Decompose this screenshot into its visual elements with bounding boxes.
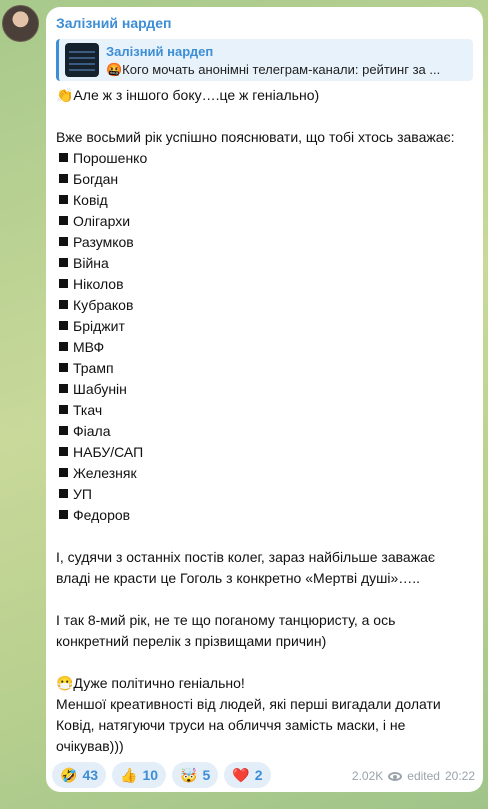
list-item (56, 463, 473, 484)
square-bullet-icon (59, 447, 68, 456)
square-bullet-icon (59, 321, 68, 330)
blame-list (56, 148, 473, 526)
square-bullet-icon (59, 195, 68, 204)
para3-line: очікував))) (56, 738, 124, 754)
edited-label: edited (407, 769, 440, 783)
list-item-label: УП (73, 486, 92, 502)
list-item (56, 358, 473, 379)
sender-name[interactable]: Залізний нардеп (56, 15, 172, 31)
list-item-label: Порошенко (73, 150, 148, 166)
list-item (56, 316, 473, 337)
reaction-heart[interactable] (224, 762, 270, 788)
list-item-label: Фіала (73, 423, 111, 439)
list-item (56, 211, 473, 232)
list-item (56, 400, 473, 421)
reaction-count: 43 (82, 767, 99, 783)
reply-title: Залізний нардеп (106, 44, 214, 59)
list-item (56, 442, 473, 463)
message-text (56, 85, 473, 757)
reactions-bar (52, 762, 271, 788)
reaction-count: 10 (142, 767, 159, 783)
square-bullet-icon (59, 153, 68, 162)
list-item-label: Бріджит (73, 318, 125, 334)
list-item (56, 337, 473, 358)
reaction-rofl[interactable] (52, 762, 106, 788)
square-bullet-icon (59, 216, 68, 225)
list-item (56, 421, 473, 442)
list-item (56, 253, 473, 274)
reaction-emoji: 🤣 (60, 766, 78, 783)
para1-line: владі не красти це Гоголь з конкретно «Мертві душі»….. (56, 570, 421, 586)
message-meta (352, 769, 475, 783)
square-bullet-icon (59, 174, 68, 183)
reaction-thumbs-up[interactable] (112, 762, 166, 788)
list-item-label: Разумков (73, 234, 134, 250)
message-time: 20:22 (444, 769, 475, 783)
list-item (56, 484, 473, 505)
square-bullet-icon (59, 279, 68, 288)
list-item-label: Богдан (73, 171, 119, 187)
square-bullet-icon (59, 258, 68, 267)
reaction-count: 5 (202, 767, 211, 783)
square-bullet-icon (59, 489, 68, 498)
para1-line: І, судячи з останніх постів колег, зараз найбільше заважає (56, 549, 435, 565)
para2-line: конкретний перелік з прізвищами причин) (56, 633, 327, 649)
list-item (56, 505, 473, 526)
reaction-emoji: 🤯 (180, 766, 198, 783)
square-bullet-icon (59, 405, 68, 414)
channel-avatar[interactable] (2, 5, 39, 42)
list-item (56, 295, 473, 316)
square-bullet-icon (59, 237, 68, 246)
para3-line: 😷Дуже політично геніально! (56, 675, 245, 691)
list-item (56, 379, 473, 400)
list-item-label: Трамп (73, 360, 114, 376)
list-item-label: Олігархи (73, 213, 131, 229)
square-bullet-icon (59, 468, 68, 477)
square-bullet-icon (59, 510, 68, 519)
list-item (56, 274, 473, 295)
list-item (56, 148, 473, 169)
reaction-emoji: 👍 (120, 766, 138, 783)
list-item (56, 190, 473, 211)
reaction-emoji: ❤️ (232, 766, 250, 783)
lead-line: Вже восьмий рік успішно пояснювати, що тобі хтось заважає: (56, 129, 455, 145)
para2-line: І так 8-мий рік, не те що поганому танцюристу, а ось (56, 612, 396, 628)
list-item-label: Кубраков (73, 297, 134, 313)
list-item-label: НАБУ/САП (73, 444, 144, 460)
message-bubble (46, 7, 483, 792)
reply-text: 🤬Кого мочать анонімні телеграм-канали: рейтинг за ... (106, 62, 441, 77)
views-count: 2.02K (351, 769, 384, 783)
reaction-mind-blown[interactable] (172, 762, 218, 788)
eye-icon (388, 772, 402, 781)
list-item (56, 169, 473, 190)
square-bullet-icon (59, 384, 68, 393)
square-bullet-icon (59, 426, 68, 435)
list-item-label: Ткач (73, 402, 103, 418)
list-item (56, 232, 473, 253)
list-item-label: Федоров (73, 507, 131, 523)
square-bullet-icon (59, 363, 68, 372)
list-item-label: Железняк (73, 465, 137, 481)
para3-line: Меншої креативності від людей, які перші вигадали долати (56, 696, 441, 712)
reply-thumbnail (65, 43, 99, 77)
list-item-label: Ковід (73, 192, 108, 208)
square-bullet-icon (59, 300, 68, 309)
list-item-label: Війна (73, 255, 109, 271)
list-item-label: МВФ (73, 339, 105, 355)
list-item-label: Шабунін (73, 381, 127, 397)
intro-line: 👏Але ж з іншого боку….це ж геніально) (56, 87, 320, 103)
reaction-count: 2 (254, 767, 263, 783)
para3-line: Ковід, натягуючи труси на обличчя замість маски, і не (56, 717, 406, 733)
list-item-label: Ніколов (73, 276, 124, 292)
reply-preview[interactable] (56, 39, 473, 81)
square-bullet-icon (59, 342, 68, 351)
